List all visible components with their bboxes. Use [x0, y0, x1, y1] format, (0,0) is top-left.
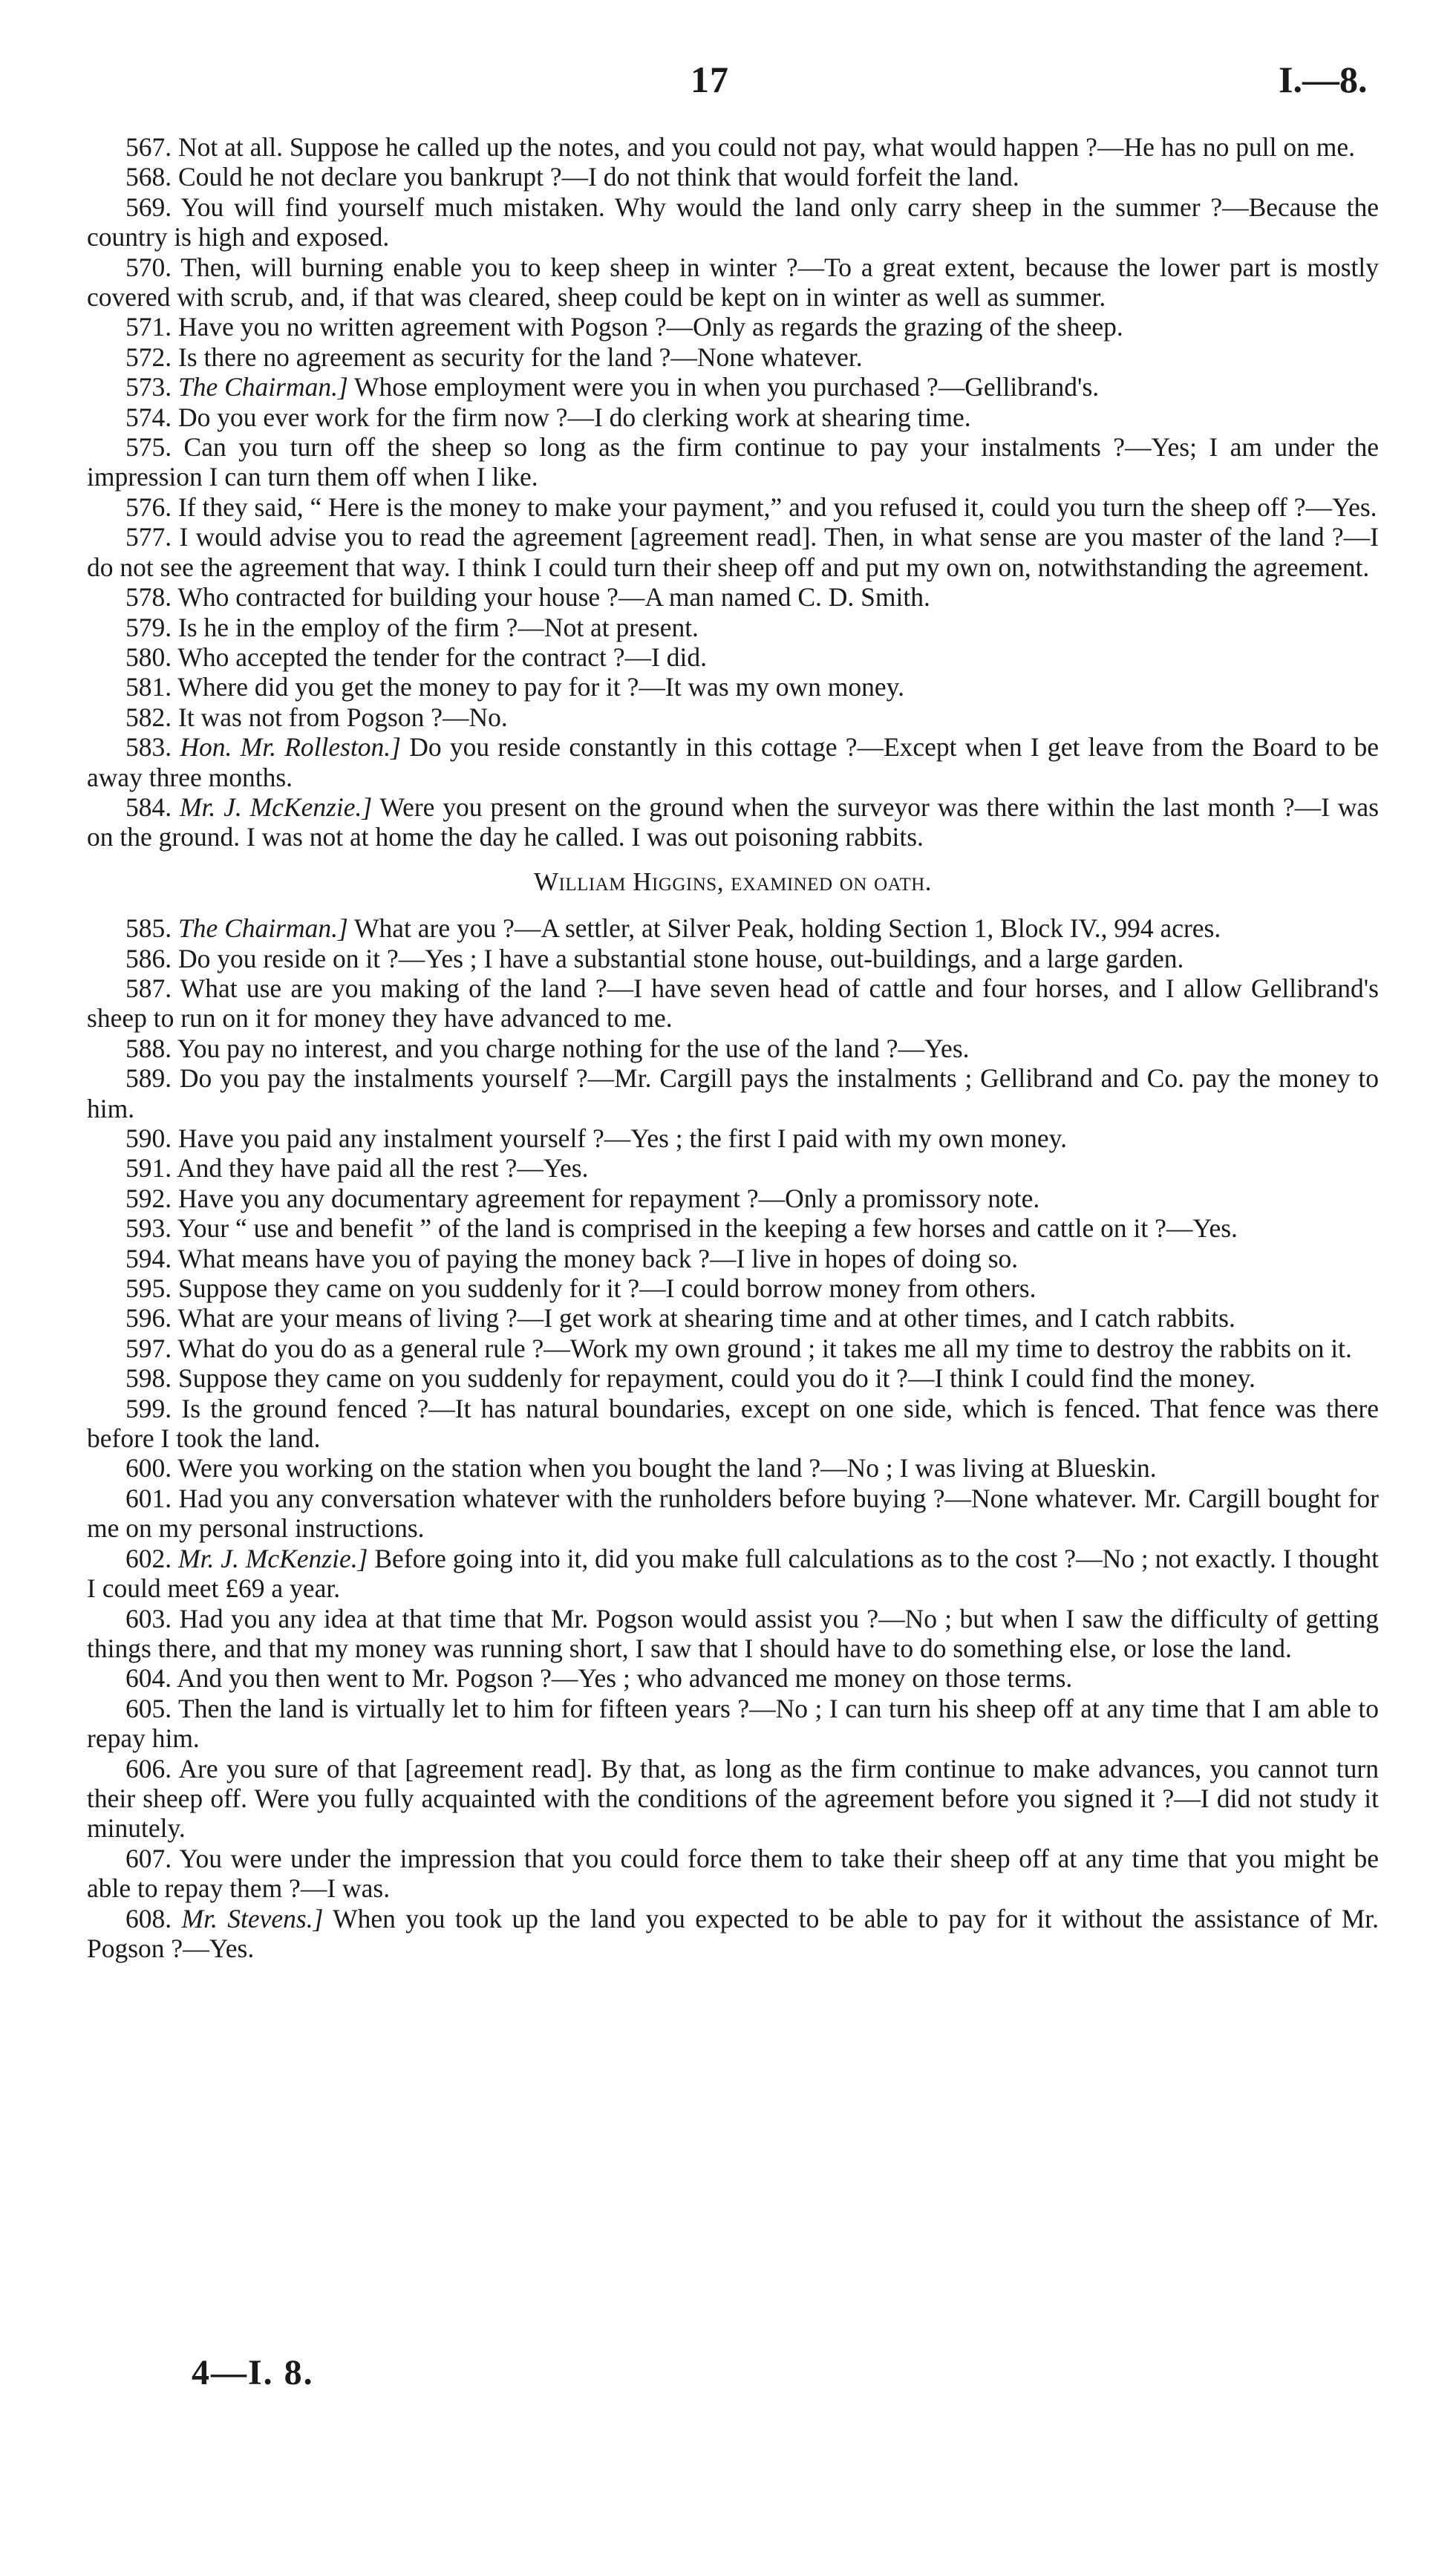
question-number: 590. [125, 1123, 172, 1153]
question-answer-text: Whose employment were you in when you purchased ?—Gellibrand's. [354, 372, 1100, 402]
question-number: 608. [125, 1903, 172, 1933]
question-number: 582. [125, 702, 172, 732]
question-answer-paragraph [87, 1303, 1379, 1333]
question-number: 596. [125, 1303, 172, 1334]
question-answer-paragraph [87, 672, 1379, 702]
question-answer-paragraph [87, 1213, 1379, 1243]
evidence-section-previous-witness [87, 132, 1379, 852]
question-answer-paragraph [87, 342, 1379, 372]
question-number: 586. [125, 943, 172, 973]
question-answer-text: Who accepted the tender for the contract ?—I did. [177, 642, 707, 672]
question-answer-paragraph [87, 162, 1379, 192]
speaker-label: Mr. J. McKenzie.] [179, 792, 373, 822]
witness-heading: William Higgins, examined on oath. [533, 867, 933, 896]
question-number: 583. [125, 732, 172, 763]
question-number: 601. [125, 1483, 172, 1513]
question-answer-text: Then, will burning enable you to keep sheep in winter ?—To a great extent, because the lower part is mostly covered with scrub, and, if that was cleared, sheep could be kept on in winter as well as summer. [87, 252, 1379, 313]
question-answer-text: Have you any documentary agreement for repayment ?—Only a promissory note. [178, 1183, 1040, 1213]
question-answer-paragraph [87, 192, 1379, 252]
question-number: 595. [125, 1273, 172, 1304]
question-number: 578. [125, 582, 172, 613]
question-answer-paragraph [87, 702, 1379, 732]
question-number: 607. [125, 1843, 172, 1873]
question-number: 575. [125, 432, 172, 463]
question-number: 576. [125, 492, 172, 522]
question-answer-text: What means have you of paying the money back ?—I live in hopes of doing so. [177, 1243, 1019, 1273]
question-answer-paragraph [87, 492, 1379, 522]
question-answer-paragraph [87, 132, 1379, 162]
question-number: 584. [125, 792, 172, 822]
question-answer-paragraph [87, 792, 1379, 852]
question-answer-paragraph [87, 1334, 1379, 1363]
question-answer-text: What are your means of living ?—I get work at shearing time and at other times, and I catch rabbits. [177, 1303, 1235, 1334]
question-answer-paragraph [87, 1453, 1379, 1483]
question-answer-text: Is he in the employ of the firm ?—Not at present. [178, 612, 699, 642]
question-number: 589. [125, 1063, 172, 1094]
page-number: 17 [691, 59, 729, 100]
question-answer-text: I would advise you to read the agreement [agreement read]. Then, in what sense are you master of the land ?—I do not see the agreement that way. I think I could turn their sheep off and put my own on, notwithstanding the agreement. [87, 522, 1380, 582]
question-answer-text: What do you do as a general rule ?—Work my own ground ; it takes me all my time to destroy the rabbits on it. [177, 1333, 1352, 1363]
question-answer-text: Before going into it, did you make full calculations as to the cost ?—No ; not exactly. I thought I could meet £69 a year. [87, 1543, 1380, 1604]
question-answer-paragraph [87, 1244, 1379, 1273]
question-number: 606. [125, 1753, 172, 1784]
question-answer-paragraph [87, 973, 1379, 1034]
question-answer-text: Your “ use and benefit ” of the land is comprised in the keeping a few horses and cattle on it ?—Yes. [177, 1213, 1238, 1244]
question-answer-paragraph [87, 1394, 1379, 1454]
question-answer-paragraph [87, 372, 1379, 402]
question-number: 574. [125, 402, 172, 432]
question-answer-text: Could he not declare you bankrupt ?—I do not think that would forfeit the land. [178, 162, 1019, 192]
question-answer-text: Not at all. Suppose he called up the notes, and you could not pay, what would happen ?—He has no pull on me. [178, 132, 1356, 162]
question-answer-paragraph [87, 432, 1379, 492]
question-answer-text: Have you paid any instalment yourself ?—Yes ; the first I paid with my own money. [178, 1123, 1067, 1153]
question-answer-text: You will find yourself much mistaken. Why would the land only carry sheep in the summer ?—Because the country is high and exposed. [87, 192, 1380, 252]
signature-mark: 4—I. 8. [192, 2353, 314, 2392]
question-number: 605. [125, 1693, 172, 1723]
question-answer-paragraph [87, 732, 1379, 792]
question-answer-text: Were you working on the station when you bought the land ?—No ; I was living at Blueskin. [177, 1453, 1157, 1484]
speaker-label: The Chairman.] [178, 913, 348, 944]
question-answer-text: What use are you making of the land ?—I have seven head of cattle and four horses, and I allow Gellibrand's sheep to run on it for money they have advanced to me. [87, 973, 1379, 1034]
question-answer-paragraph [87, 1604, 1379, 1664]
question-answer-text: Had you any idea at that time that Mr. Pogson would assist you ?—No ; but when I saw the difficulty of getting things there, and that my money was running short, I saw that I should have to do something else, or lose the land. [87, 1603, 1380, 1663]
question-number: 598. [125, 1363, 172, 1394]
question-number: 567. [125, 132, 172, 162]
question-number: 573. [125, 372, 172, 402]
question-answer-paragraph [87, 582, 1379, 612]
question-answer-paragraph [87, 1063, 1379, 1123]
question-answer-text: What are you ?—A settler, at Silver Peak, holding Section 1, Block IV., 994 acres. [354, 913, 1221, 944]
question-answer-text: Do you pay the instalments yourself ?—Mr. Cargill pays the instalments ; Gellibrand and Co. pay the money to him. [87, 1063, 1379, 1123]
question-number: 579. [125, 612, 172, 642]
evidence-body [87, 132, 1379, 1963]
question-answer-text: Were you present on the ground when the surveyor was there within the last month ?—I was on the ground. I was not at home the day he called. I was out poisoning rabbits. [87, 792, 1380, 852]
question-answer-text: Are you sure of that [agreement read]. By that, as long as the firm continue to make advances, you cannot turn their sheep off. Were you fully acquainted with the conditions of the agreement before you signed it ?—I did not study it minutely. [87, 1753, 1379, 1844]
question-answer-text: Where did you get the money to pay for it ?—It was my own money. [177, 672, 905, 702]
question-number: 587. [125, 973, 172, 1003]
question-answer-text: Have you no written agreement with Pogson ?—Only as regards the grazing of the sheep. [178, 312, 1123, 342]
question-answer-text: You were under the impression that you could force them to take their sheep off at any time that you might be able to repay them ?—I was. [87, 1843, 1380, 1904]
question-answer-paragraph [87, 522, 1379, 582]
question-answer-paragraph [87, 613, 1379, 642]
question-answer-paragraph [87, 1544, 1379, 1604]
question-answer-text: If they said, “ Here is the money to make your payment,” and you refused it, could you turn the sheep off ?—Yes. [178, 492, 1377, 522]
question-answer-text: Suppose they came on you suddenly for repayment, could you do it ?—I think I could find the money. [178, 1363, 1256, 1394]
question-answer-paragraph [87, 1184, 1379, 1213]
question-answer-paragraph [87, 1904, 1379, 1964]
question-answer-text: Had you any conversation whatever with the runholders before buying ?—None whatever. Mr. Cargill bought for me on my personal instructions. [87, 1483, 1379, 1544]
question-answer-paragraph [87, 1034, 1379, 1063]
question-answer-text: And they have paid all the rest ?—Yes. [177, 1153, 589, 1184]
question-answer-paragraph [87, 1694, 1379, 1754]
question-answer-text: It was not from Pogson ?—No. [178, 702, 508, 732]
question-answer-text: You pay no interest, and you charge nothing for the use of the land ?—Yes. [177, 1033, 970, 1063]
question-answer-text: Is the ground fenced ?—It has natural boundaries, except on one side, which is fenced. That fence was there before I took the land. [87, 1393, 1380, 1454]
question-answer-paragraph [87, 1123, 1379, 1153]
question-answer-text: Can you turn off the sheep so long as the firm continue to pay your instalments ?—Yes; I am under the impression I can turn them off when I like. [87, 432, 1379, 492]
question-answer-text: Suppose they came on you suddenly for it ?—I could borrow money from others. [178, 1273, 1036, 1304]
evidence-section-william-higgins [87, 913, 1379, 1963]
speaker-label: Hon. Mr. Rolleston.] [180, 732, 401, 763]
question-answer-paragraph [87, 1484, 1379, 1544]
speaker-label: Mr. Stevens.] [181, 1903, 324, 1933]
question-answer-paragraph [87, 1663, 1379, 1693]
question-number: 597. [125, 1333, 172, 1363]
question-answer-paragraph [87, 1754, 1379, 1844]
question-number: 593. [125, 1213, 172, 1244]
question-answer-paragraph [87, 402, 1379, 432]
question-answer-text: Is there no agreement as security for the land ?—None whatever. [178, 342, 863, 372]
question-number: 604. [125, 1663, 172, 1694]
question-number: 602. [125, 1543, 172, 1573]
question-number: 581. [125, 672, 172, 702]
question-number: 588. [125, 1033, 172, 1063]
question-answer-text: Do you reside constantly in this cottage ?—Except when I get leave from the Board to be away three months. [87, 732, 1379, 792]
question-number: 585. [125, 913, 172, 944]
speaker-label: The Chairman.] [178, 372, 348, 402]
question-answer-paragraph [87, 1153, 1379, 1183]
question-number: 570. [125, 252, 172, 282]
question-number: 594. [125, 1243, 172, 1273]
question-number: 599. [125, 1393, 172, 1423]
question-answer-paragraph [87, 312, 1379, 342]
question-answer-text: And you then went to Mr. Pogson ?—Yes ; who advanced me money on those terms. [177, 1663, 1073, 1694]
question-answer-text: Do you reside on it ?—Yes ; I have a substantial stone house, out-buildings, and a large garden. [178, 943, 1184, 973]
question-answer-text: When you took up the land you expected to be able to pay for it without the assistance of Mr. Pogson ?—Yes. [87, 1903, 1380, 1963]
question-answer-paragraph [87, 913, 1379, 943]
speaker-label: Mr. J. McKenzie.] [178, 1543, 368, 1573]
question-answer-paragraph [87, 1844, 1379, 1904]
question-number: 600. [125, 1453, 172, 1484]
question-answer-paragraph [87, 252, 1379, 313]
question-number: 572. [125, 342, 172, 372]
question-number: 591. [125, 1153, 172, 1184]
parliamentary-paper-reference: I.—8. [1279, 59, 1368, 100]
question-answer-paragraph [87, 944, 1379, 973]
question-answer-paragraph [87, 1363, 1379, 1393]
question-answer-text: Do you ever work for the firm now ?—I do clerking work at shearing time. [178, 402, 971, 432]
question-answer-text: Who contracted for building your house ?—A man named C. D. Smith. [177, 582, 930, 613]
question-answer-paragraph [87, 1273, 1379, 1303]
question-number: 577. [125, 522, 172, 552]
question-number: 568. [125, 162, 172, 192]
question-number: 580. [125, 642, 172, 672]
question-number: 592. [125, 1183, 172, 1213]
question-answer-paragraph [87, 642, 1379, 672]
question-number: 569. [125, 192, 172, 222]
question-number: 603. [125, 1603, 172, 1634]
question-number: 571. [125, 312, 172, 342]
question-answer-text: Then the land is virtually let to him for fifteen years ?—No ; I can turn his sheep off at any time that I am able to repay him. [87, 1693, 1380, 1754]
